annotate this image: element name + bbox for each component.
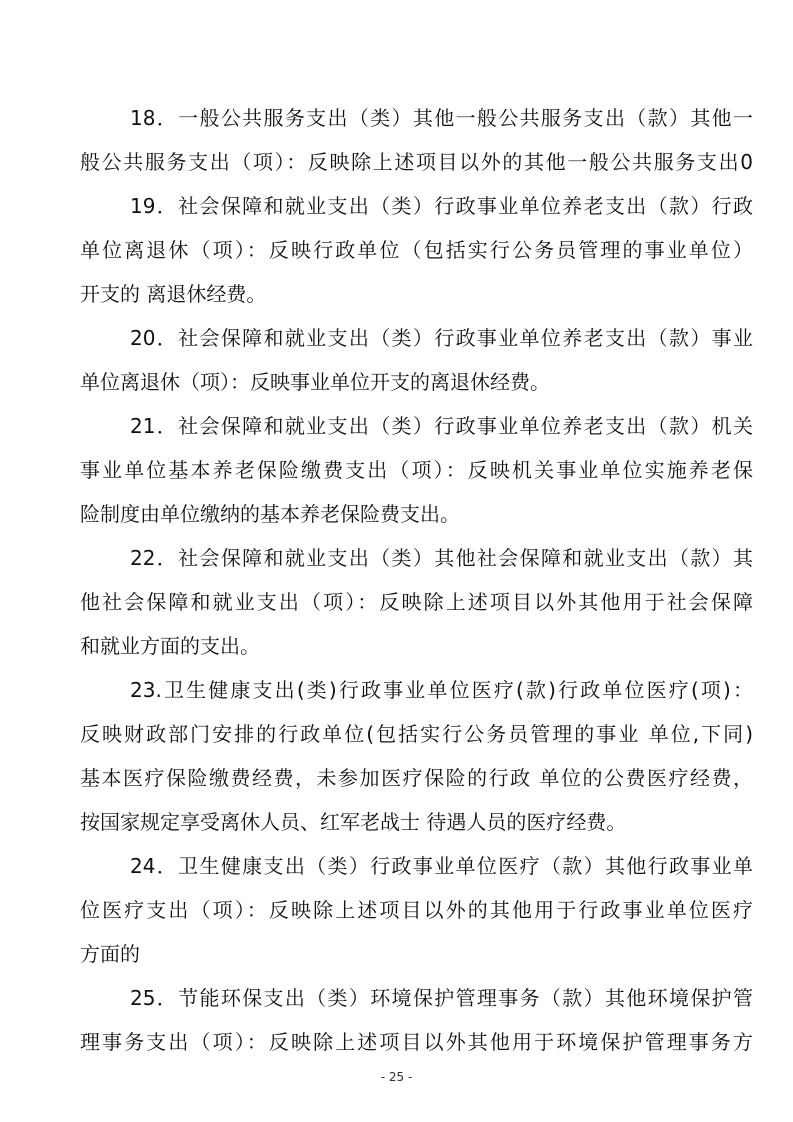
paragraph-24-line-2: 位医疗支出（项）：反映除上述项目以外的其他用于行政事业单位医疗 <box>80 898 753 922</box>
paragraph-18-line-2: 般公共服务支出（项）：反映除上述项目以外的其他一般公共服务支出0 <box>80 150 753 174</box>
paragraph-23-line-3: 基本医疗保险缴费经费，未参加医疗保险的行政 单位的公费医疗经费， <box>80 766 753 790</box>
paragraph-23-line-4: 按国家规定享受离休人员、红军老战士 待遇人员的医疗经费。 <box>80 810 627 834</box>
paragraph-19-line-2: 单位离退休（项）：反映行政单位（包括实行公务员管理的事业单位） <box>80 238 753 262</box>
paragraph-21-line-2: 事业单位基本养老保险缴费支出（项）：反映机关事业单位实施养老保 <box>80 458 753 482</box>
paragraph-19-line-3: 开支的 离退休经费。 <box>80 282 267 306</box>
paragraph-22-line-3: 和就业方面的支出。 <box>80 634 260 658</box>
paragraph-20-line-2: 单位离退休（项）：反映事业单位开支的离退休经费。 <box>80 370 550 394</box>
page-number: - 25 - <box>380 1070 413 1084</box>
paragraph-18-line-1: 18．一般公共服务支出（类）其他一般公共服务支出（款）其他一 <box>130 106 753 130</box>
paragraph-23-line-1: 23.卫生健康支出(类)行政事业单位医疗(款)行政单位医疗(项)： <box>130 678 753 702</box>
paragraph-23-line-2: 反映财政部门安排的行政单位(包括实行公务员管理的事业 单位,下同) <box>80 722 753 746</box>
paragraph-21-line-3: 险制度由单位缴纳的基本养老保险费支出。 <box>80 502 460 526</box>
paragraph-22-line-1: 22．社会保障和就业支出（类）其他社会保障和就业支出（款）其 <box>130 546 753 570</box>
paragraph-25-line-1: 25．节能环保支出（类）环境保护管理事务（款）其他环境保护管 <box>130 986 753 1010</box>
paragraph-19-line-1: 19．社会保障和就业支出（类）行政事业单位养老支出（款）行政 <box>130 194 753 218</box>
paragraph-25-line-2: 理事务支出（项）：反映除上述项目以外其他用于环境保护管理事务方 <box>80 1030 753 1054</box>
paragraph-24-line-1: 24．卫生健康支出（类）行政事业单位医疗（款）其他行政事业单 <box>130 854 753 878</box>
paragraph-24-line-3: 方面的 <box>80 942 140 966</box>
paragraph-22-line-2: 他社会保障和就业支出（项）：反映除上述项目以外其他用于社会保障 <box>80 590 753 614</box>
paragraph-20-line-1: 20．社会保障和就业支出（类）行政事业单位养老支出（款）事业 <box>130 326 753 350</box>
paragraph-21-line-1: 21．社会保障和就业支出（类）行政事业单位养老支出（款）机关 <box>130 414 753 438</box>
